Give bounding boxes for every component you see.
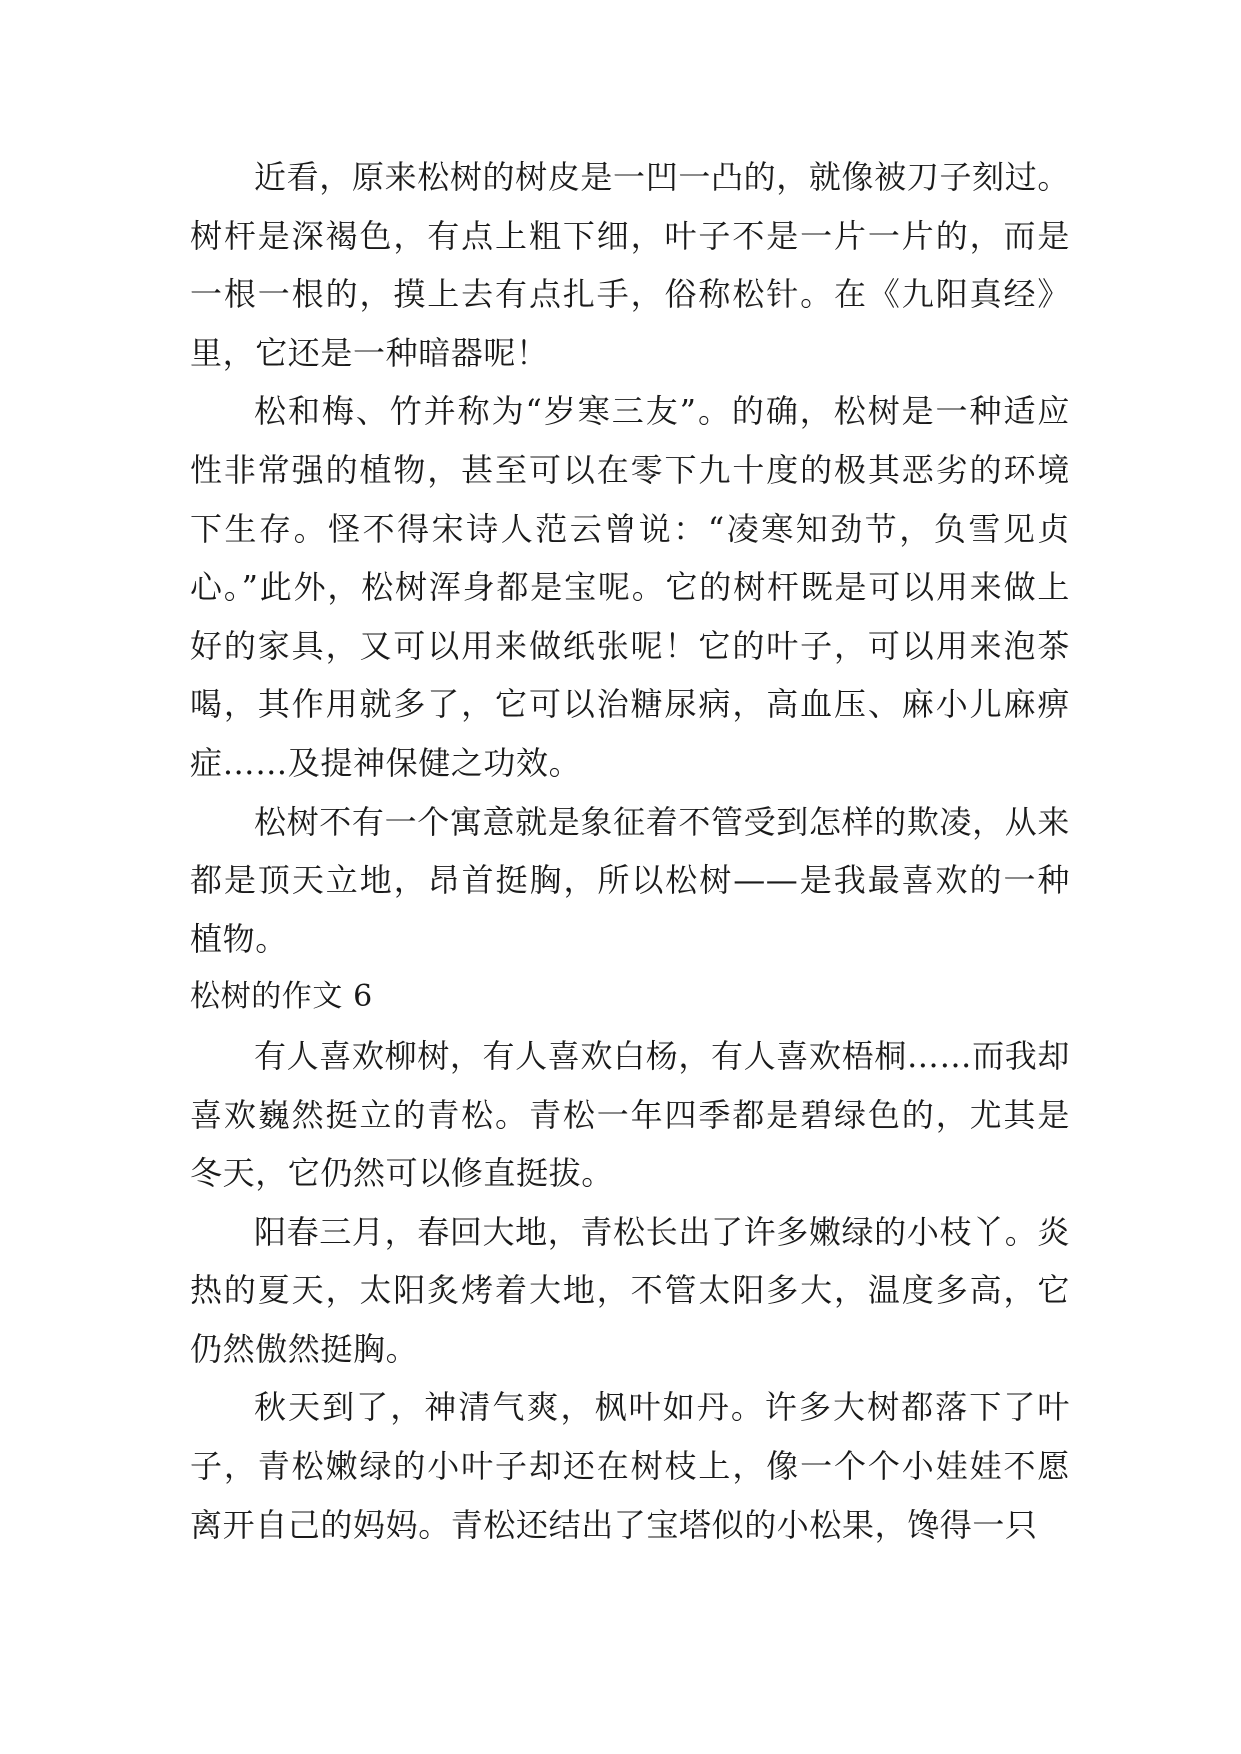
document-body xyxy=(190,148,1070,1554)
paragraph-autumn: 秋天到了，神清气爽，枫叶如丹。许多大树都落下了叶子，青松嫩绿的小叶子却还在树枝上，像一个个小娃娃不愿离开自己的妈妈。青松还结出了宝塔似的小松果，馋得一只 xyxy=(190,1388,1070,1544)
paragraph-favorite-pine: 有人喜欢柳树，有人喜欢白杨，有人喜欢梧桐……而我却喜欢巍然挺立的青松。青松一年四季都是碧绿色的，尤其是冬天，它仍然可以修直挺拔。 xyxy=(190,1036,1070,1193)
paragraph-pine-bark: 近看，原来松树的树皮是一凹一凸的，就像被刀子刻过。树杆是深褐色，有点上粗下细，叶子不是一片一片的，而是一根一根的，摸上去有点扎手，俗称松针。在《九阳真经》里，它还是一种暗器呢！ xyxy=(190,158,1070,372)
paragraph-pine-meaning: 松树不有一个寓意就是象征着不管受到怎样的欺凌，从来都是顶天立地，昂首挺胸，所以松树——是我最喜欢的一种植物。 xyxy=(190,802,1070,958)
paragraph-spring-summer: 阳春三月，春回大地，青松长出了许多嫩绿的小枝丫。炎热的夏天，太阳炙烤着大地，不管太阳多大，温度多高，它仍然傲然挺胸。 xyxy=(190,1212,1070,1368)
section-title: 松树的作文 6 xyxy=(190,979,373,1015)
paragraph-three-friends: 松和梅、竹并称为“岁寒三友”。的确，松树是一种适应性非常强的植物，甚至可以在零下九十度的极其恶劣的环境下生存。怪不得宋诗人范云曾说：“凌寒知劲节，负雪见贞心。”此外，松树浑身都是宝呢。它的树杆既是可以用来做上好的家具，又可以用来做纸张呢！它的叶子，可以用来泡茶喝，其作用就多了，它可以治糖尿病，高血压、麻小儿麻痹症……及提神保健之功效。 xyxy=(190,392,1070,782)
